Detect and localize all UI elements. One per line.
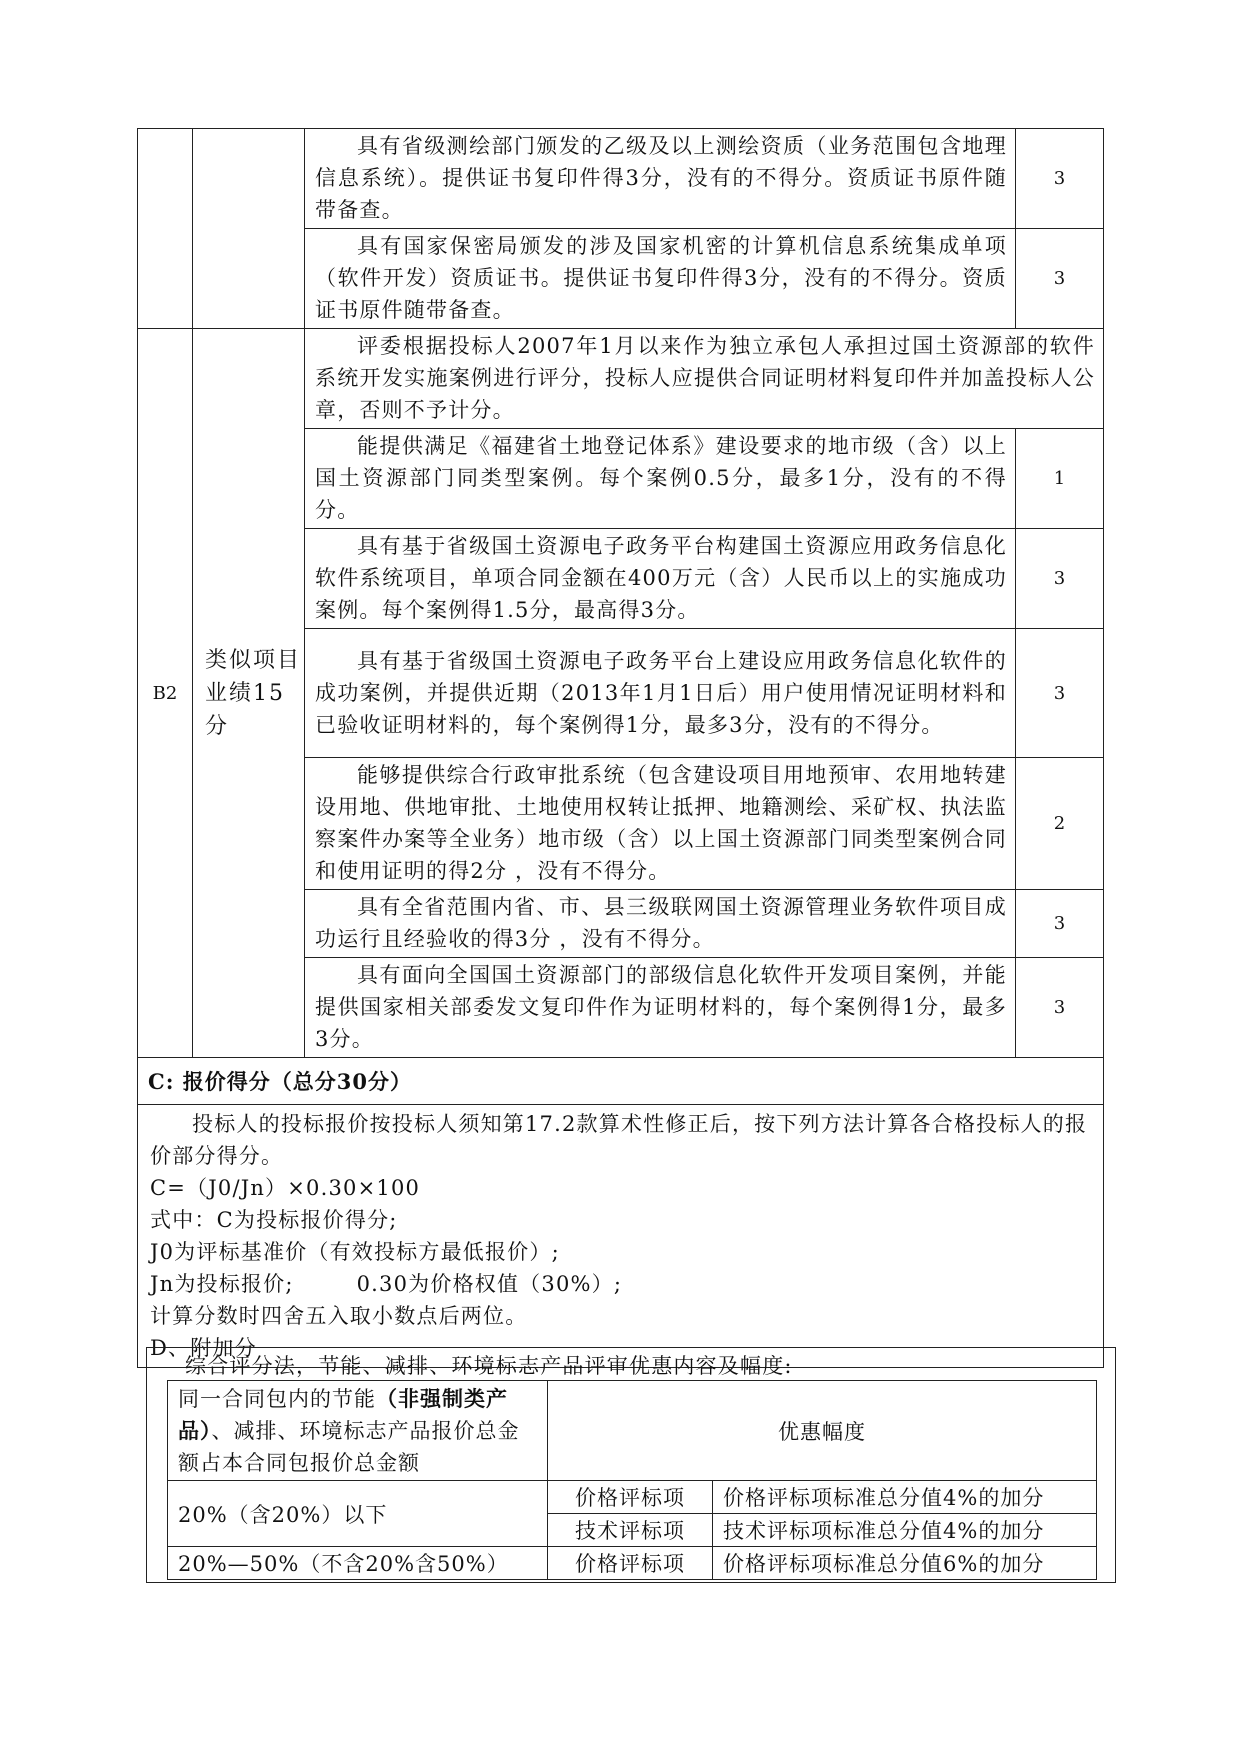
section-c-title: C: 报价得分（总分30分） [138,1058,1104,1105]
table-row [168,1481,1097,1514]
item-name: 类似项目业绩15分 [193,329,305,1058]
section-c-line: C=（J0/Jn）×0.30×100 [150,1176,421,1200]
table-row [138,1058,1104,1105]
score-cell: 3 [1016,129,1104,229]
section-d-box [146,1347,1116,1583]
score-cell: 1 [1016,429,1104,529]
table-row [138,1105,1104,1368]
discount-table [167,1380,1097,1580]
criterion-text: 具有省级测绘部门颁发的乙级及以上测绘资质（业务范围包含地理信息系统）。提供证书复印件得3分，没有的不得分。资质证书原件随带备查。 [305,129,1016,229]
criterion-text: 具有国家保密局颁发的涉及国家机密的计算机信息系统集成单项（软件开发）资质证书。提供证书复印件得3分，没有的不得分。资质证书原件随带备查。 [305,229,1016,329]
criterion-text: 具有基于省级国土资源电子政务平台构建国土资源应用政务信息化软件系统项目，单项合同金额在400万元（含）人民币以上的实施成功案例。每个案例得1.5分，最高得3分。 [305,529,1016,629]
criterion-text: 能够提供综合行政审批系统（包含建设项目用地预审、农用地转建设用地、供地审批、土地使用权转让抵押、地籍测绘、采矿权、执法监察案件办案等全业务）地市级（含）以上国土资源部门同类型案例合同和使用证明的得2分 ，没有不得分。 [305,758,1016,890]
section-c-body [138,1105,1104,1368]
score-cell: 3 [1016,958,1104,1058]
score-cell: 3 [1016,529,1104,629]
criterion-text: 具有全省范围内省、市、县三级联网国土资源管理业务软件项目成功运行且经验收的得3分 ，没有不得分。 [305,890,1016,958]
section-c-line: 式中：C为投标报价得分; [150,1208,398,1232]
score-cell: 3 [1016,229,1104,329]
criterion-intro: 评委根据投标人2007年1月以来作为独立承包人承担过国土资源部的软件系统开发实施案例进行评分，投标人应提供合同证明材料复印件并加盖投标人公章，否则不予计分。 [305,329,1104,429]
discount-header-left: 同一合同包内的节能（非强制类产品）、减排、环境标志产品报价总金额占本合同包报价总金额 [168,1381,548,1481]
criterion-text: 具有面向全国国土资源部门的部级信息化软件开发项目案例，并能提供国家相关部委发文复印件作为证明材料的，每个案例得1分，最多3分。 [305,958,1016,1058]
section-c-line: Jn为投标报价; 0.30为价格权值（30%）; [150,1272,623,1296]
criterion-text: 具有基于省级国土资源电子政务平台上建设应用政务信息化软件的成功案例，并提供近期（2013年1月1日后）用户使用情况证明材料和已验收证明材料的，每个案例得1分，最多3分，没有的不得分。 [305,629,1016,758]
table-row [168,1381,1097,1481]
section-d-title: D、附加分 [150,1336,257,1360]
score-cell: 3 [1016,629,1104,758]
score-cell: 3 [1016,890,1104,958]
item-cell: 价格评标项 [548,1481,713,1514]
scoring-table [137,128,1104,1368]
table-row [138,329,1104,429]
value-cell: 价格评标项标准总分值4%的加分 [713,1481,1097,1514]
discount-header-right: 优惠幅度 [548,1381,1097,1481]
criterion-text: 能提供满足《福建省土地登记体系》建设要求的地市级（含）以上国土资源部门同类型案例。每个案例0.5分，最多1分，没有的不得分。 [305,429,1016,529]
item-cell: 价格评标项 [548,1547,713,1580]
item-code: B2 [138,329,193,1058]
table-row [168,1547,1097,1580]
section-c-line: J0为评标基准价（有效投标方最低报价）; [150,1240,560,1264]
range-cell: 20%—50%（不含20%含50%） [168,1547,548,1580]
range-cell: 20%（含20%）以下 [168,1481,548,1547]
section-d-subtitle: 综合评分法，节能、减排、环境标志产品评审优惠内容及幅度: [185,1354,793,1378]
name-cell-empty [193,129,305,329]
value-cell: 技术评标项标准总分值4%的加分 [713,1514,1097,1547]
item-cell: 技术评标项 [548,1514,713,1547]
code-cell-empty [138,129,193,329]
table-row [138,129,1104,229]
value-cell: 价格评标项标准总分值6%的加分 [713,1547,1097,1580]
section-c-line: 投标人的投标报价按投标人须知第17.2款算术性修正后，按下列方法计算各合格投标人的报价部分得分。 [150,1112,1088,1168]
section-c-line: 计算分数时四舍五入取小数点后两位。 [150,1304,528,1328]
score-cell: 2 [1016,758,1104,890]
